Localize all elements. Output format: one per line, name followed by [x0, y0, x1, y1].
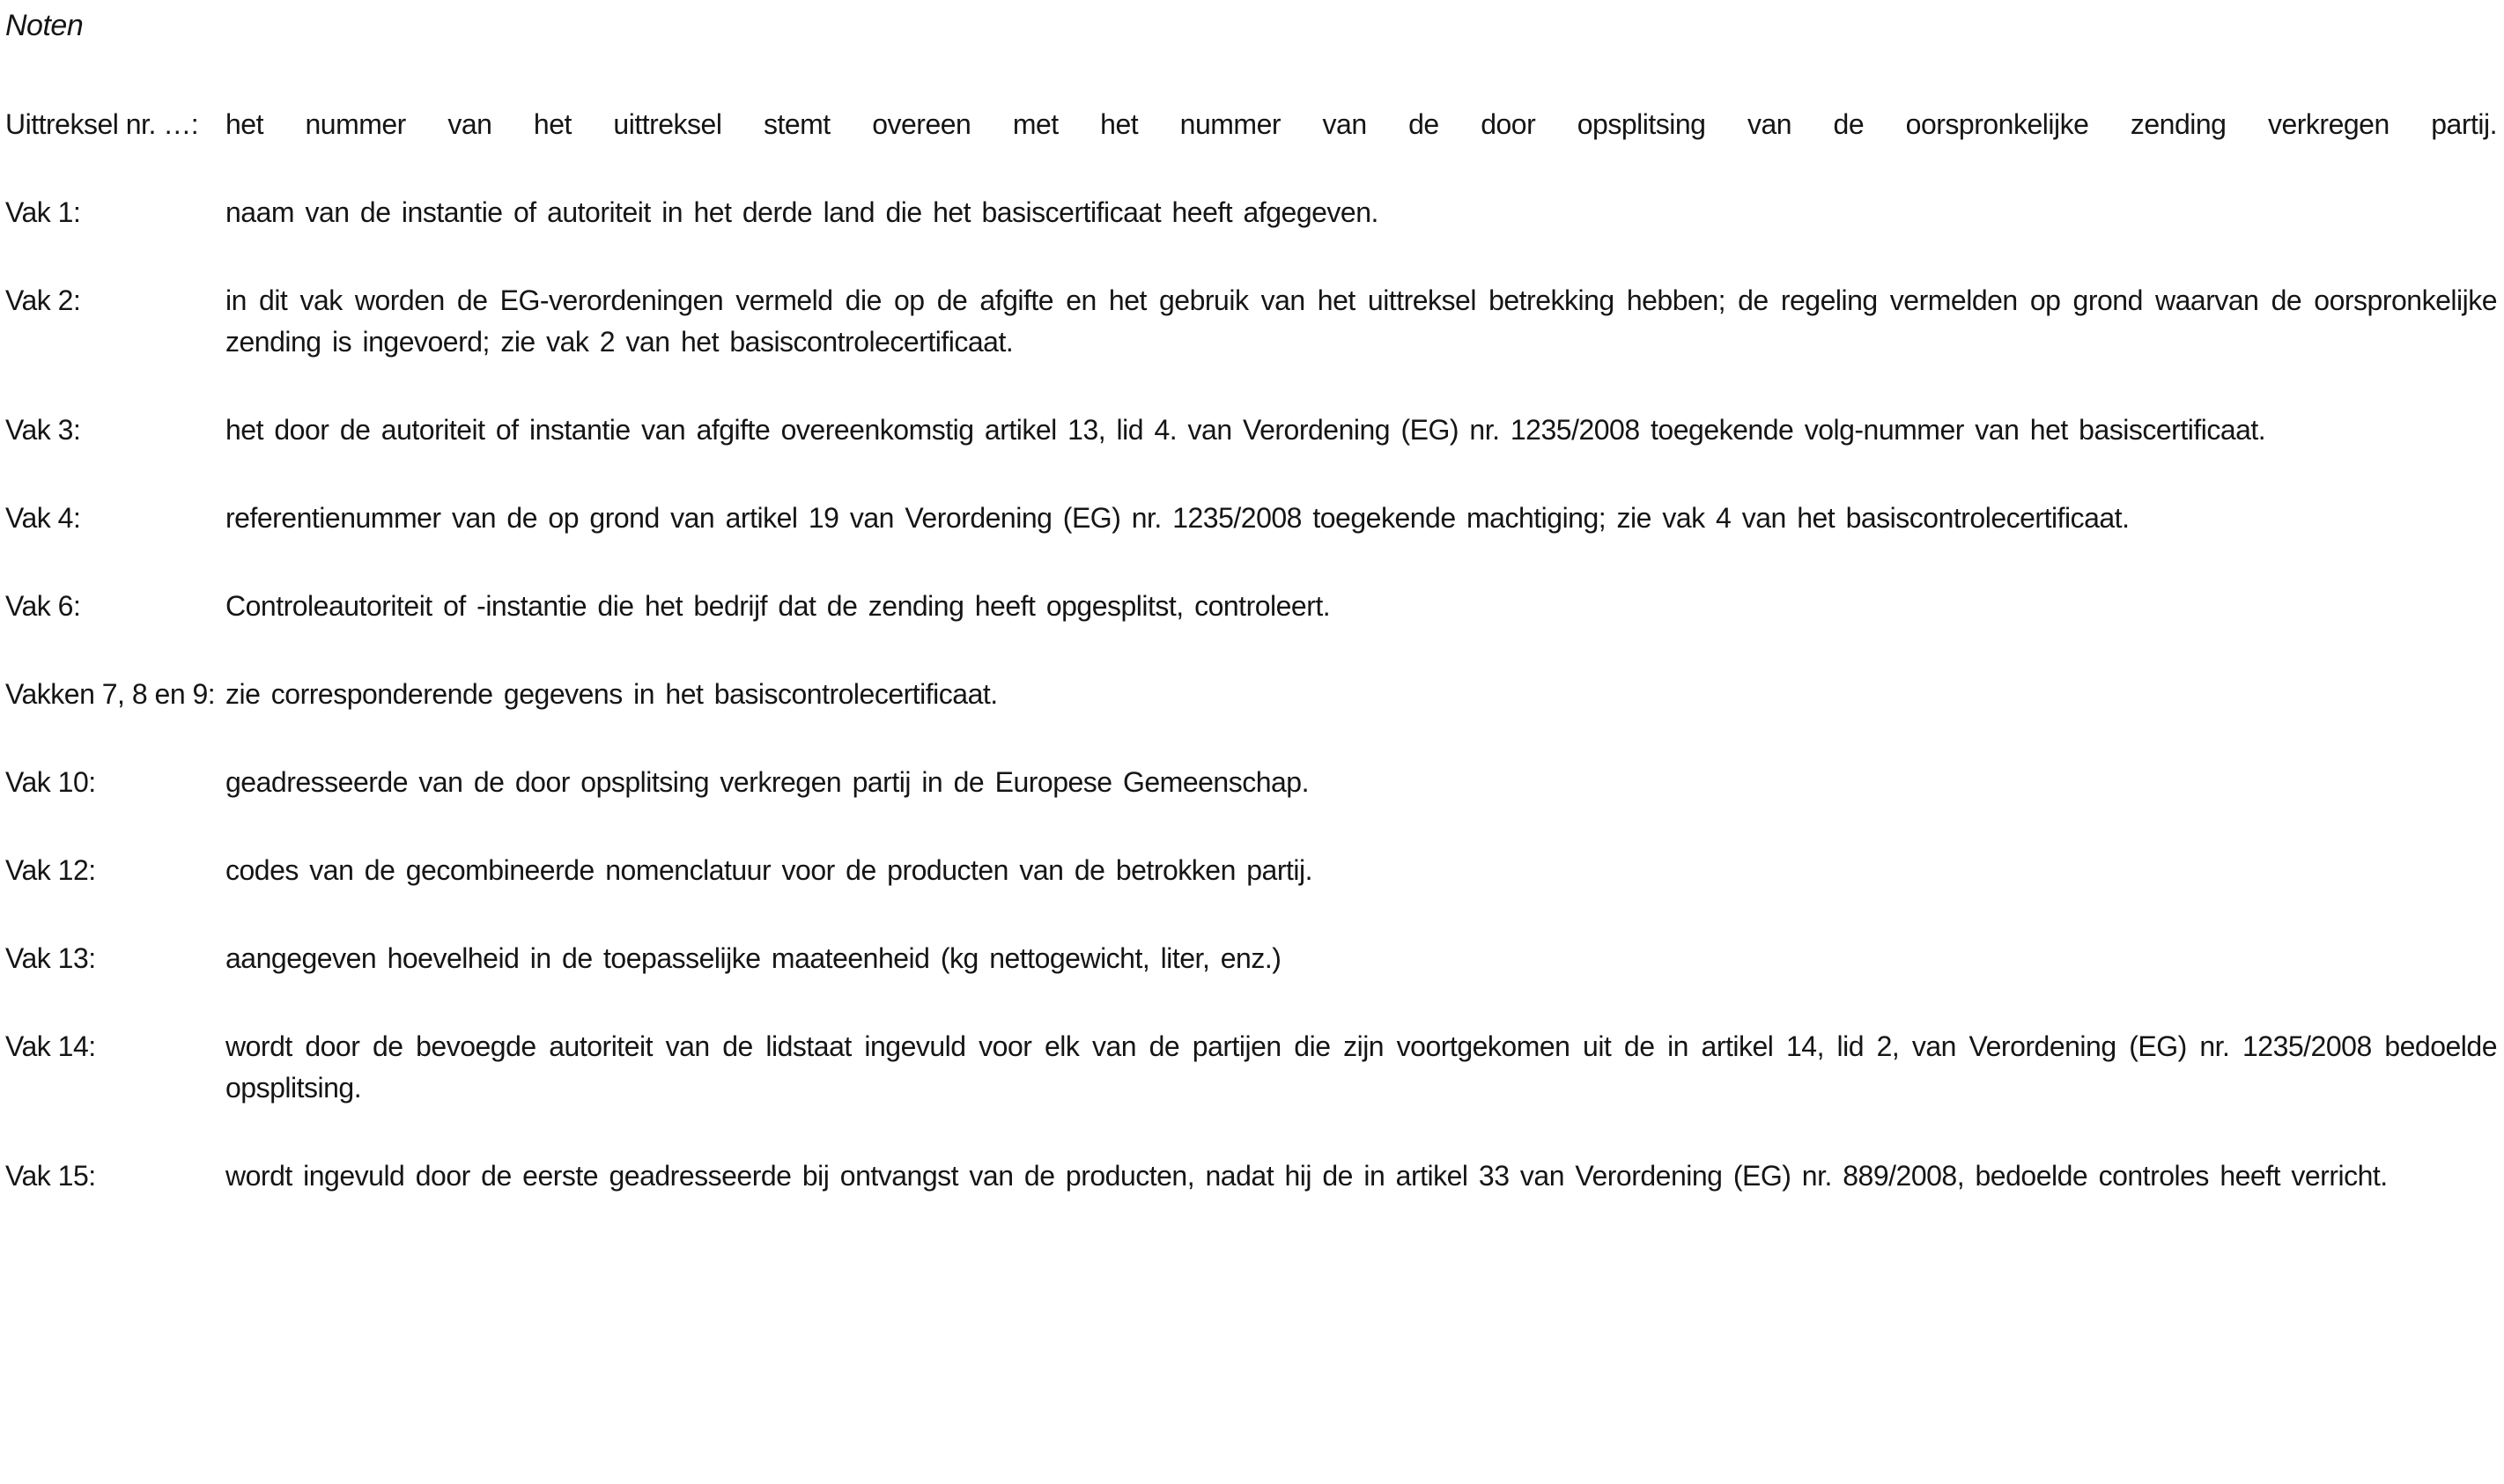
notes-list	[5, 104, 2497, 1197]
note-text: geadresseerde van de door opsplitsing verkregen partij in de Europese Gemeenschap.	[225, 766, 1309, 798]
note-label: Vak 14:	[5, 1030, 96, 1062]
note-row	[5, 104, 2497, 145]
note-row	[5, 762, 2497, 803]
note-row	[5, 674, 2497, 715]
note-row	[5, 850, 2497, 891]
note-text: het door de autoriteit of instantie van afgifte overeenkomstig artikel 13, lid 4. van Verordening (EG) nr. 1235/2008 toegekende volg-nummer van het basiscertificaat.	[225, 414, 2266, 446]
note-text: codes van de gecombineerde nomenclatuur voor de producten van de betrokken partij.	[225, 854, 1312, 886]
note-text: referentienummer van de op grond van artikel 19 van Verordening (EG) nr. 1235/2008 toegekende machtiging; zie vak 4 van het basiscontrolecertificaat.	[225, 502, 2130, 534]
note-label: Vak 13:	[5, 942, 96, 974]
note-row	[5, 1026, 2497, 1109]
note-label: Vak 15:	[5, 1160, 96, 1192]
note-text: naam van de instantie of autoriteit in het derde land die het basiscertificaat heeft afgegeven.	[225, 196, 1378, 228]
note-text: aangegeven hoevelheid in de toepasselijke maateenheid (kg nettogewicht, liter, enz.)	[225, 942, 1282, 974]
note-text: zie corresponderende gegevens in het basiscontrolecertificaat.	[225, 678, 998, 710]
note-text: Controleautoriteit of -instantie die het bedrijf dat de zending heeft opgesplitst, controleert.	[225, 590, 1331, 622]
note-row	[5, 410, 2497, 451]
note-text: het nummer van het uittreksel stemt overeen met het nummer van de door opsplitsing van de oorspronkelijke zending verkregen partij.	[225, 108, 2497, 140]
note-row	[5, 938, 2497, 979]
note-label: Vak 12:	[5, 854, 96, 886]
note-row	[5, 1155, 2497, 1197]
note-label: Vak 4:	[5, 502, 81, 534]
note-row	[5, 192, 2497, 233]
note-label: Vak 2:	[5, 284, 81, 316]
note-label: Vak 1:	[5, 196, 81, 228]
note-text: wordt ingevuld door de eerste geadresseerde bij ontvangst van de producten, nadat hij de in artikel 33 van Verordening (EG) nr. 889/2008, bedoelde controles heeft verricht.	[225, 1160, 2388, 1192]
note-label: Vakken 7, 8 en 9:	[5, 678, 216, 710]
note-text: in dit vak worden de EG-verordeningen vermeld die op de afgifte en het gebruik van het uittreksel betrekking hebben; de regeling vermelden op grond waarvan de oorspronkelijke zending is ingevoerd; zie vak 2 van het basiscontrolecertificaat.	[225, 284, 2497, 358]
page-title: Noten	[5, 9, 84, 42]
note-label: Vak 3:	[5, 414, 81, 446]
note-row	[5, 498, 2497, 539]
note-text: wordt door de bevoegde autoriteit van de lidstaat ingevuld voor elk van de partijen die zijn voortgekomen uit de in artikel 14, lid 2, van Verordening (EG) nr. 1235/2008 bedoelde opsplitsing.	[225, 1030, 2497, 1104]
note-label: Vak 6:	[5, 590, 81, 622]
note-label: Uittreksel nr. …:	[5, 108, 199, 140]
note-label: Vak 10:	[5, 766, 96, 798]
note-row	[5, 280, 2497, 363]
note-row	[5, 586, 2497, 627]
